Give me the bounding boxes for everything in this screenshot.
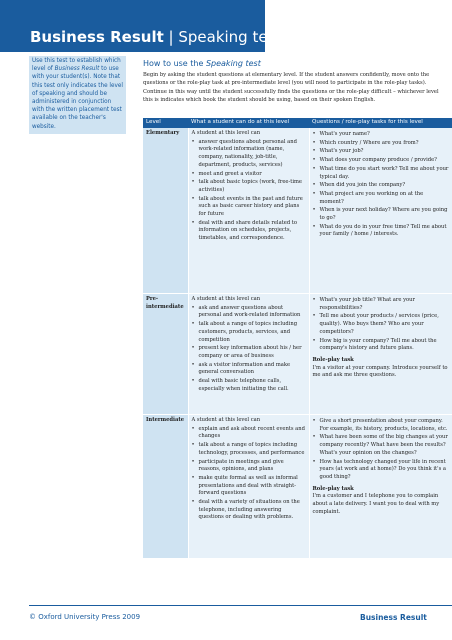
roleplay-text: I'm a customer and I telephone you to complain about a late delivery. I want you to deal with my complaint.	[312, 493, 440, 515]
copyright: © Oxford University Press 2009	[29, 613, 141, 621]
list-item: • Tell me about your products / services (price, quality). Who buys them? Who are your competitors?	[313, 313, 450, 336]
can-do-cell	[188, 415, 309, 559]
list-item: • What's your job title? What are your responsibilities?	[313, 297, 450, 312]
list-item: • What does your company produce / provide?	[313, 157, 450, 165]
list-item: • talk about a range of topics including technology, processes, and performance	[192, 442, 306, 457]
list-item: • How big is your company? Tell me about the company's history and future plans.	[313, 338, 450, 353]
can-do-intro: A student at this level can	[191, 130, 261, 136]
footer-brand: Business Result	[360, 613, 427, 622]
level-table	[143, 118, 452, 558]
list-item: • When is your next holiday? Where are you going to go?	[313, 207, 450, 222]
list-item: • What do you do in your free time? Tell me about your family / home / interests.	[313, 224, 450, 239]
header-tasks: Questions / role-play tasks for this level	[309, 118, 452, 128]
list-item: • ask a visitor information and make general conversation	[192, 362, 306, 377]
list-item: • What's your job?	[313, 148, 450, 156]
can-do-intro: A student at this level can	[191, 296, 261, 302]
list-item: • What's your name?	[313, 131, 450, 139]
list-item: • What time do you start work? Tell me about your typical day.	[313, 166, 450, 181]
list-item: • answer questions about personal and work-related information (name, company, nationality, job-title, department, products, services)	[192, 139, 306, 170]
list-item: • What have been some of the big changes at your company recently? What have been the results? What's your opinion on the changes?	[313, 434, 450, 457]
level-name: Pre-intermediate	[143, 294, 188, 415]
level-name: Elementary	[143, 128, 188, 294]
header-can-do: What a student can do at this level	[188, 118, 309, 128]
sidebar-note: Use this test to establish which level of Business Result to use with your student(s). Note that this test only indicates the level of speaking and should be administered in conjunction with the written placement test available on the teacher's website.	[29, 56, 126, 134]
roleplay-title: Role-play task	[312, 356, 354, 363]
tasks-cell	[309, 415, 452, 559]
list-item: • explain and ask about recent events and changes	[192, 426, 306, 441]
roleplay-text: I'm a visitor at your company. Introduce yourself to me and ask me three questions.	[312, 364, 448, 379]
list-item: • Give a short presentation about your company. For example, its history, products, locations, etc.	[313, 418, 450, 433]
can-do-intro: A student at this level can	[191, 417, 261, 423]
list-item: • Which country / Where are you from?	[313, 140, 450, 148]
can-do-cell	[188, 128, 309, 294]
list-item: • talk about events in the past and future such as basic career history and plans for future	[192, 196, 306, 219]
list-item: • talk about basic topics (work, free-time activities)	[192, 179, 306, 194]
title-banner	[0, 0, 282, 52]
tasks-cell	[309, 294, 452, 415]
list-item: • How has technology changed your life in recent years (at work and at home)? Do you think it's a good thing?	[313, 459, 450, 482]
list-item: • What project are you working on at the moment?	[313, 191, 450, 206]
page-title: Business Result | Speaking test	[30, 28, 282, 46]
list-item: • ask and answer questions about personal and work-related information	[192, 305, 306, 320]
tasks-cell	[309, 128, 452, 294]
table-row	[143, 415, 452, 559]
instructions	[143, 59, 452, 104]
instructions-heading: How to use the Speaking test	[143, 59, 261, 68]
list-item: • deal with and share details related to information on schedules, projects, timetables, and correspondence.	[192, 220, 306, 243]
level-name: Intermediate	[143, 415, 188, 559]
header-level: Level	[143, 118, 188, 128]
list-item: • participate in meetings and give reasons, opinions, and plans	[192, 459, 306, 474]
list-item: • talk about a range of topics including customers, products, services, and competition	[192, 321, 306, 344]
table-header-row	[143, 118, 452, 128]
instructions-text: Begin by asking the student questions at elementary level. If the student answers confidently, move onto the questions or the role-play task at pre-intermediate level (you will need to participate in the role-play tasks). Continue in this way until the student successfully finds the questions or the role-play difficult – whichever level this is indicates which book the student should be using, based on their spoken English.	[143, 72, 439, 103]
footer-divider	[29, 605, 452, 606]
roleplay-title: Role-play task	[312, 485, 354, 492]
list-item: • make quite formal as well as informal presentations and deal with straight-forward questions	[192, 475, 306, 498]
list-item: • When did you join the company?	[313, 182, 450, 190]
table-row	[143, 128, 452, 294]
list-item: • deal with a variety of situations on the telephone, including answering questions or dealing with problems.	[192, 499, 306, 522]
can-do-cell	[188, 294, 309, 415]
list-item: • deal with basic telephone calls, especially when initiating the call.	[192, 378, 306, 393]
list-item: • meet and greet a visitor	[192, 171, 306, 179]
list-item: • present key information about his / her company or area of business	[192, 345, 306, 360]
table-row	[143, 294, 452, 415]
